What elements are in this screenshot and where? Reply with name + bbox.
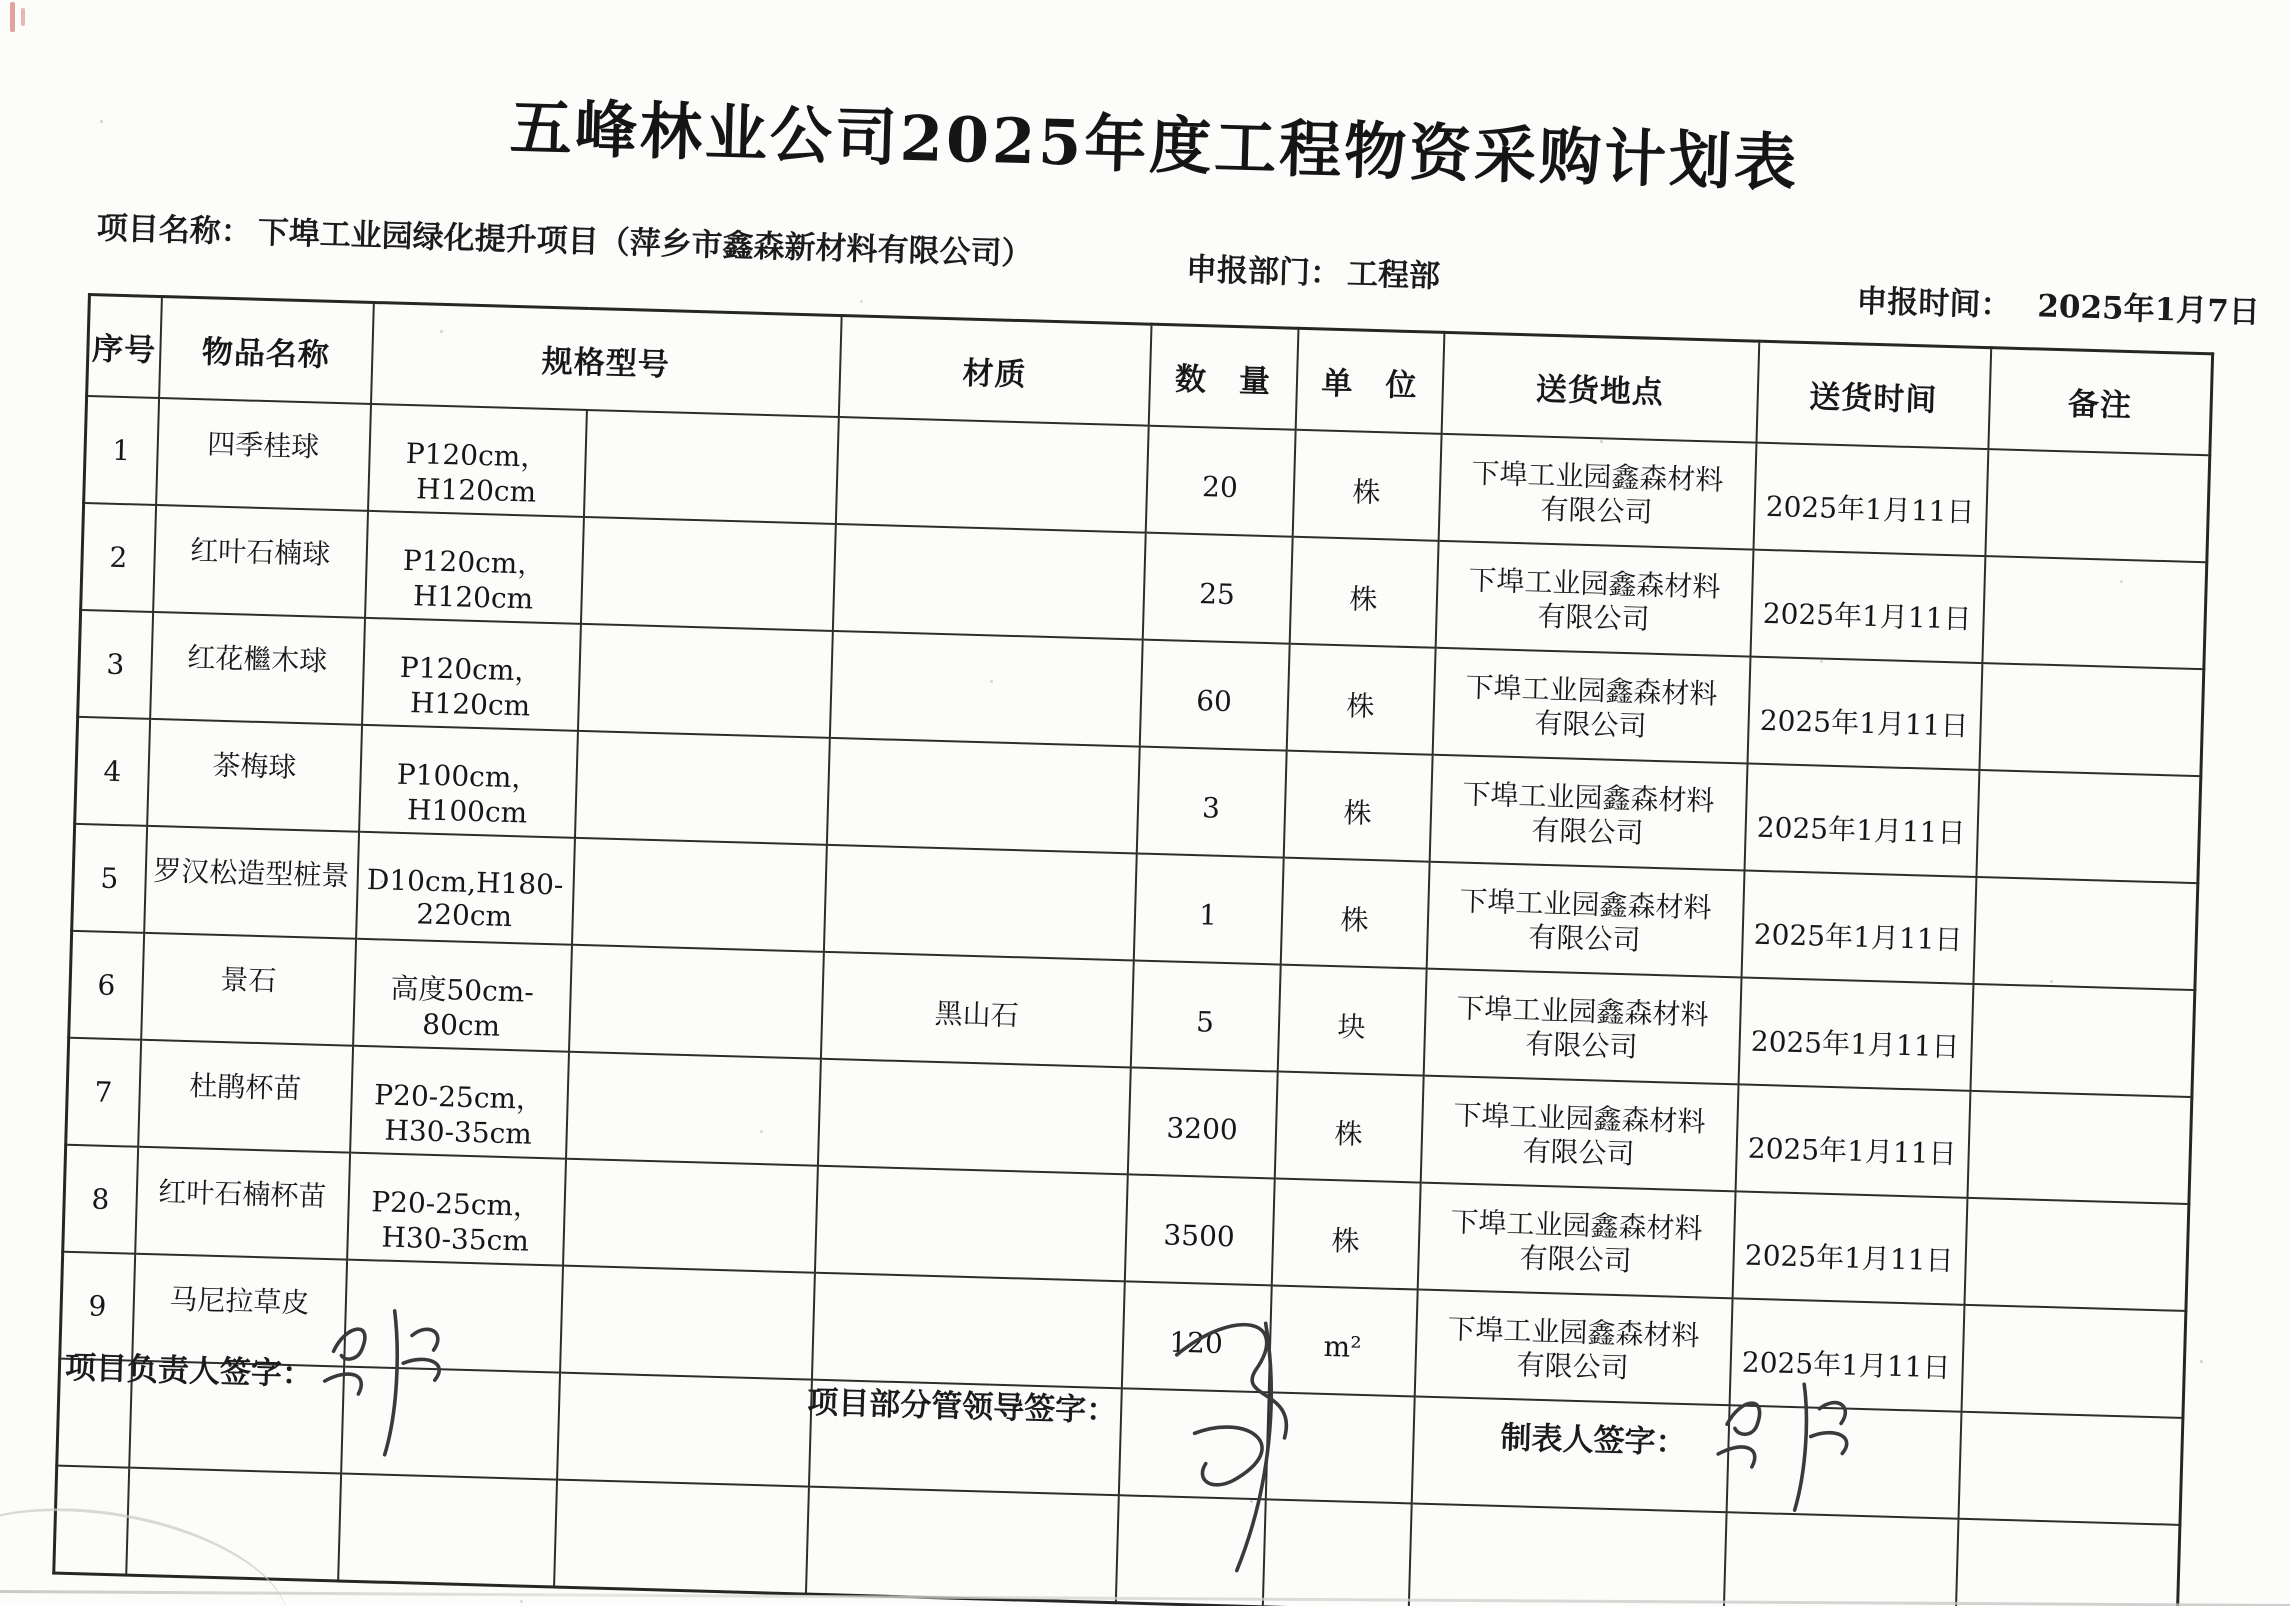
col-header-remark: 备注 xyxy=(1988,348,2213,456)
cell-qty: 3 xyxy=(1136,747,1286,858)
cell-unit: 株 xyxy=(1289,537,1438,648)
cell-qty: 120 xyxy=(1121,1281,1271,1392)
cell-no: 5 xyxy=(72,824,147,933)
cell-spec xyxy=(338,1474,557,1587)
cell-time xyxy=(1723,1512,1958,1606)
cell-remark xyxy=(1982,556,2207,669)
cell-spec: P120cm，H120cm xyxy=(362,618,581,731)
leader-signature-label: 项目负责人签字： xyxy=(64,1349,314,1393)
cell-qty: 20 xyxy=(1145,426,1295,537)
col-header-unit: 单 位 xyxy=(1295,328,1444,434)
cell-qty: 60 xyxy=(1139,640,1289,751)
cell-time: 2025年1月11日 xyxy=(1732,1191,1967,1304)
cell-location: 下埠工业园鑫森材料有限公司 xyxy=(1417,1183,1735,1299)
cell-remark xyxy=(1955,1519,2180,1606)
cell-unit: 株 xyxy=(1286,644,1435,755)
report-date-value: 2025年1月7日 xyxy=(2036,288,2261,331)
page-title: 五峰林业公司2025年度工程物资采购计划表 xyxy=(508,90,1801,200)
cell-unit: 株 xyxy=(1283,751,1432,862)
cell-time: 2025年1月11日 xyxy=(1738,977,1973,1090)
cell-material xyxy=(826,738,1139,854)
cell-spacer xyxy=(569,945,824,1059)
cell-no: 9 xyxy=(60,1252,135,1361)
preparer-handwritten-signature xyxy=(1708,1366,1882,1521)
col-header-no: 序号 xyxy=(87,295,162,398)
cell-material xyxy=(832,524,1145,640)
cell-no: 3 xyxy=(78,610,153,719)
col-header-item-name: 物品名称 xyxy=(159,297,374,404)
cell-name: 杜鹃杯苗 xyxy=(138,1040,353,1153)
cell-unit: 块 xyxy=(1277,965,1426,1076)
department-label: 申报部门： xyxy=(1185,251,1342,292)
leader-handwritten-signature xyxy=(313,1289,468,1463)
report-date-field xyxy=(1856,275,2261,331)
cell-location: 下埠工业园鑫森材料有限公司 xyxy=(1420,1076,1738,1192)
cell-time: 2025年1月11日 xyxy=(1750,550,1985,663)
cell-spec: P100cm，H100cm xyxy=(359,725,578,838)
cell-material xyxy=(835,417,1148,533)
cell-material: 黑山石 xyxy=(820,952,1133,1068)
cell-name: 四季桂球 xyxy=(156,398,371,511)
cell-material xyxy=(811,1273,1124,1389)
cell-qty: 1 xyxy=(1133,853,1283,964)
cell-spacer xyxy=(560,1266,815,1380)
cell-no: 6 xyxy=(69,931,144,1040)
cell-location: 下埠工业园鑫森材料有限公司 xyxy=(1438,434,1756,550)
cell-unit: 株 xyxy=(1280,858,1429,969)
cell-spec: P120cm，H120cm xyxy=(368,404,587,517)
cell-time: 2025年1月11日 xyxy=(1741,870,1976,983)
cell-time: 2025年1月11日 xyxy=(1729,1298,1964,1411)
cell-no: 4 xyxy=(75,717,150,826)
col-header-material: 材质 xyxy=(838,316,1151,426)
cell-name: 茶梅球 xyxy=(147,719,362,832)
cell-qty: 25 xyxy=(1142,533,1292,644)
cell-time: 2025年1月11日 xyxy=(1753,443,1988,556)
cell-remark xyxy=(1979,663,2204,776)
cell-remark xyxy=(1958,1412,2183,1525)
cell-remark xyxy=(1976,770,2201,883)
preparer-signature-label: 制表人签字： xyxy=(1500,1419,1688,1462)
cell-material xyxy=(823,845,1136,961)
cell-spec: D10cm,H180-220cm xyxy=(356,832,575,945)
cell-location: 下埠工业园鑫森材料有限公司 xyxy=(1429,755,1747,871)
department-field xyxy=(1186,244,1441,296)
cell-spacer xyxy=(583,410,838,524)
cell-no: 1 xyxy=(84,396,159,505)
cell-spacer xyxy=(557,1373,812,1487)
col-header-quantity: 数 量 xyxy=(1148,324,1298,430)
cell-remark xyxy=(1961,1305,2186,1418)
department-value: 工程部 xyxy=(1346,256,1441,295)
cell-name: 红叶石楠球 xyxy=(153,505,368,618)
cell-location: 下埠工业园鑫森材料有限公司 xyxy=(1432,648,1750,764)
cell-location: 下埠工业园鑫森材料有限公司 xyxy=(1435,541,1753,657)
cell-location: 下埠工业园鑫森材料有限公司 xyxy=(1414,1290,1732,1406)
cell-spacer xyxy=(554,1480,809,1594)
cell-location: 下埠工业园鑫森材料有限公司 xyxy=(1426,862,1744,978)
cell-spacer xyxy=(580,517,835,631)
cell-time: 2025年1月11日 xyxy=(1735,1084,1970,1197)
cell-qty: 5 xyxy=(1130,960,1280,1071)
project-name-label: 项目名称： xyxy=(96,210,253,251)
cell-time: 2025年1月11日 xyxy=(1747,657,1982,770)
cell-location xyxy=(1408,1503,1726,1606)
cell-remark xyxy=(1964,1198,2189,1311)
cell-material xyxy=(805,1487,1118,1603)
cell-time: 2025年1月11日 xyxy=(1744,764,1979,877)
cell-no: 2 xyxy=(81,503,156,612)
project-name-field xyxy=(96,202,1033,273)
cell-unit: 株 xyxy=(1292,430,1441,541)
cell-spacer xyxy=(574,731,829,845)
cell-material xyxy=(814,1166,1127,1282)
cell-name: 景石 xyxy=(141,933,356,1046)
cell-name: 红叶石楠杯苗 xyxy=(135,1147,350,1260)
cell-material xyxy=(829,631,1142,747)
manager-signature-label: 项目部分管领导签字： xyxy=(806,1384,1118,1430)
col-header-delivery-time: 送货时间 xyxy=(1756,341,1991,449)
cell-remark xyxy=(1973,877,2198,990)
cell-qty: 3500 xyxy=(1124,1174,1274,1285)
cell-unit: m² xyxy=(1268,1285,1417,1396)
cell-spec: P20-25cm，H30-35cm xyxy=(347,1153,566,1266)
report-date-label: 申报时间： xyxy=(1855,283,2012,324)
manager-handwritten-signature xyxy=(1132,1302,1360,1588)
cell-unit: 株 xyxy=(1271,1178,1420,1289)
cell-spec: P20-25cm，H30-35cm xyxy=(350,1046,569,1159)
col-header-spec: 规格型号 xyxy=(371,302,842,417)
cell-unit: 株 xyxy=(1274,1072,1423,1183)
cell-no: 8 xyxy=(63,1145,138,1254)
cell-location: 下埠工业园鑫森材料有限公司 xyxy=(1423,969,1741,1085)
cell-remark xyxy=(1967,1091,2192,1204)
cell-spec: 高度50cm-80cm xyxy=(353,939,572,1052)
cell-spec: P120cm，H120cm xyxy=(365,511,584,624)
cell-spacer xyxy=(571,838,826,952)
cell-name: 罗汉松造型桩景 xyxy=(144,826,359,939)
cell-spacer xyxy=(577,624,832,738)
cell-remark xyxy=(1970,984,2195,1097)
cell-spacer xyxy=(566,1052,821,1166)
cell-qty: 3200 xyxy=(1127,1067,1277,1178)
cell-spacer xyxy=(563,1159,818,1273)
project-name-value: 下埠工业园绿化提升项目（萍乡市鑫森新材料有限公司） xyxy=(257,214,1033,273)
cell-material xyxy=(817,1059,1130,1175)
cell-name: 红花檵木球 xyxy=(150,612,365,725)
col-header-delivery-location: 送货地点 xyxy=(1441,332,1759,442)
cell-no: 7 xyxy=(66,1038,141,1147)
cell-remark xyxy=(1985,449,2210,562)
cell-name: 马尼拉草皮 xyxy=(132,1254,347,1367)
